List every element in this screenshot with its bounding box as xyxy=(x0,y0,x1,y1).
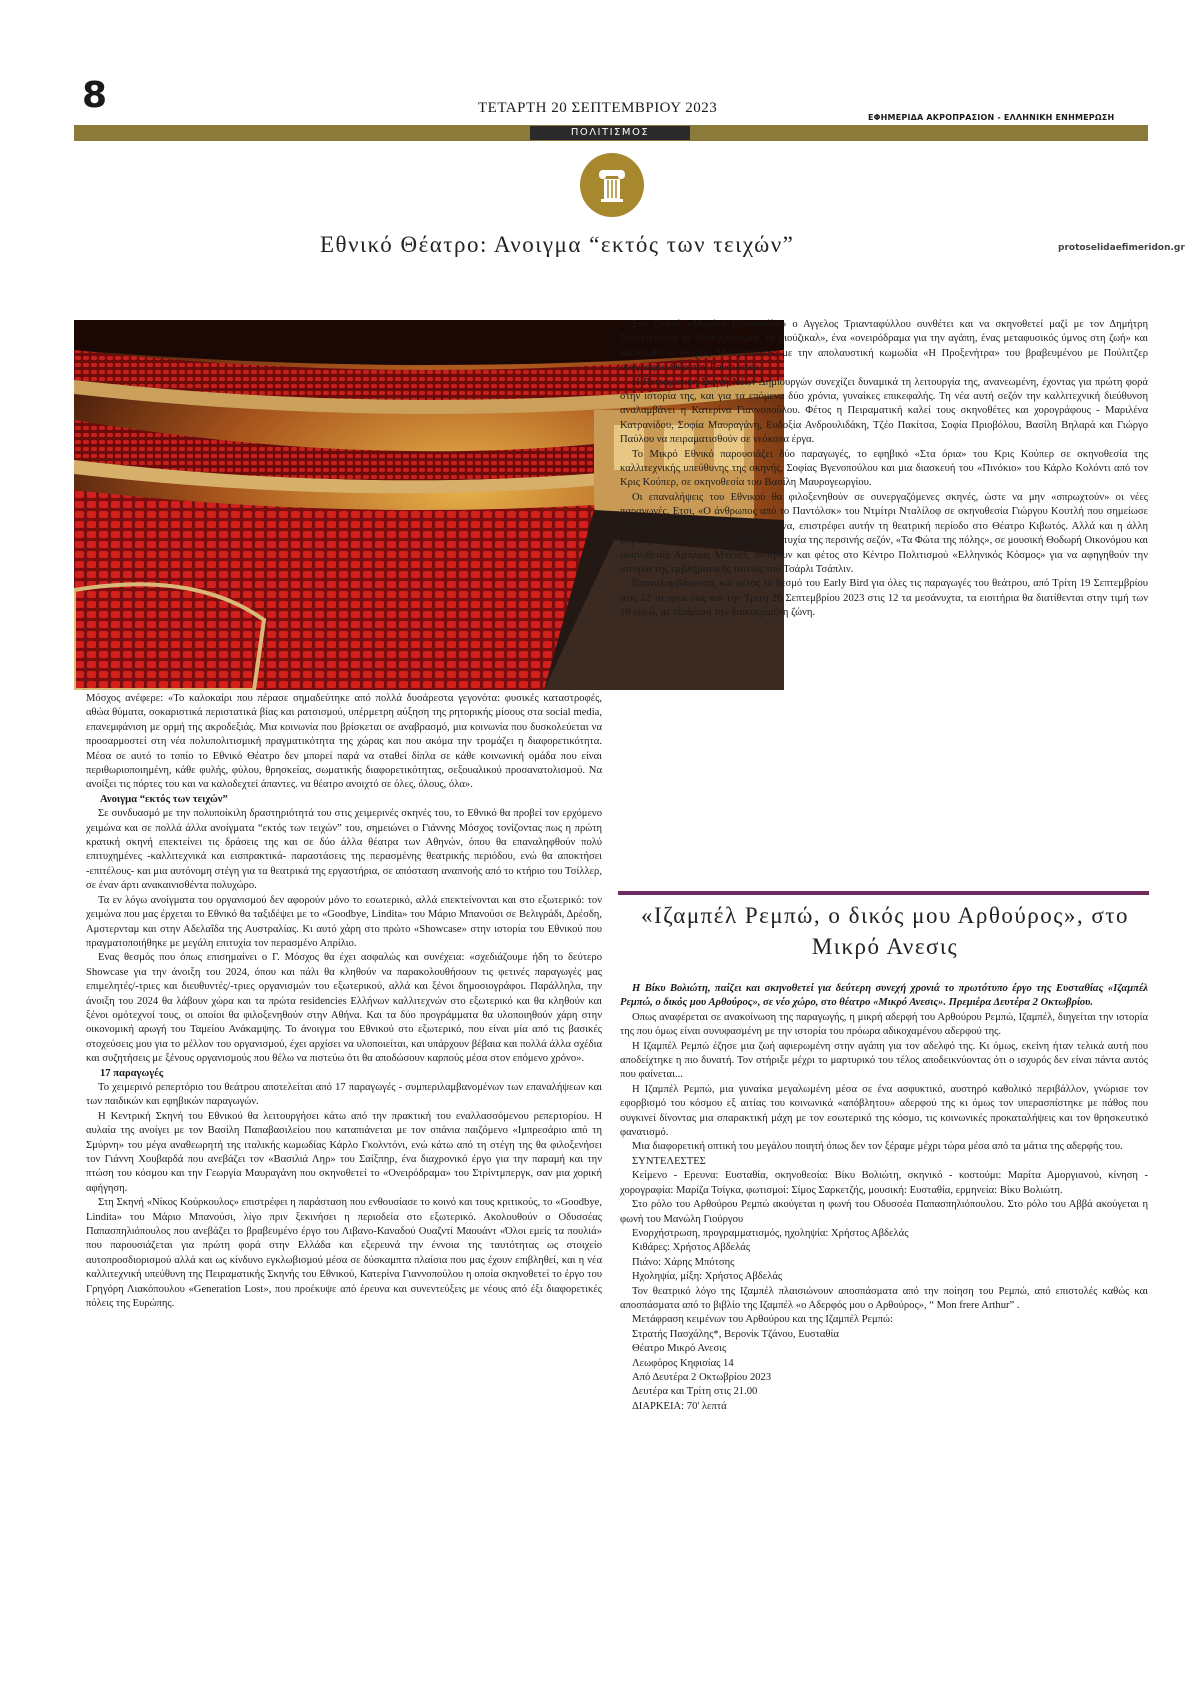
article-paragraph: Η Κεντρική Σκηνή του Εθνικού θα λειτουργήσει κάτω από την πρακτική του εναλλασσόμενου ρεπερτορίου. Η αυλαία της ανοίγει με τον Βασίλη Παπαβασιλείου που καταπιάνεται με τον σπάνια παιζόμενο «Ιμπρεσάριο από τη Σμύρνη» του μέγα αναθεωρητή της ιταλικής κωμωδίας Κάρλο Γκολντόνι, ενώ κάτω από τη στέγη της θα φιλοξενήσει τον Γιάννη Χουβαρδά που ανεβάζει τον «Βασιλιά Ληρ» του Σαίξπηρ, ένα διαχρονικό έργο για την παραμή και την πτώση του κόσμου και την Γεωργία Μαυραγάνη που σκηνοθετεί το «Ονειρόδραμα» του Στρίντμπεργκ, σαν μια χορική αφήγηση. xyxy=(86,1110,602,1194)
article-paragraph: Μόσχος ανέφερε: «Το καλοκαίρι που πέρασε σημαδεύτηκε από πολλά δυσάρεστα γεγονότα: φυσικές καταστροφές, αθώα θύματα, σοκαριστικά περιστατικά βίας και ρατσισμού, υπέρμετρη αύξηση της ρητορικής μίσους στα social media, επανεμφάνιση με ορμή της ακροδεξιάς. Μια κοινωνία που βρίσκεται σε αναβρασμό, μια κοινωνία που δυσκολεύεται να προσαρμοστεί στη νέα πολυπολιτισμική πραγματικότητα της χώρας και που ακόμα την τρομάζει η διαφορετικότητα. Μέσα σε αυτό το τοπίο το Εθνικό Θέατρο δεν μπορεί παρά να σταθεί δίπλα σε κάθε κοινωνική ομάδα που είναι περιθωριοποιημένη, κάθε φυλής, φύλου, θρησκείας, σωματικής διαφορετικότητας, σεξουαλικού προσανατολισμού. Να ανοίξει τις πόρτες του και να καλοδεχτεί άπαντες. να θέατρο ανοιχτό σε όλες, όλους, όλα». xyxy=(86,693,602,791)
info-line: Από Δευτέρα 2 Οκτωβρίου 2023 xyxy=(632,1371,772,1383)
article-paragraph: Τα εν λόγω ανοίγματα του οργανισμού δεν αφορούν μόνο το εσωτερικό, αλλά επεκτείνονται και στο εξωτερικό: τον χειμώνα που μας έρχεται το Εθνικό θα ταξιδέψει με το «Goodbye, Lindita» του Μάριο Μπανούσι σε Βελιγράδι, Δρέσδη, Αμστερνταμ και στην Αδελαΐδα της Αυστραλίας. Κι αυτό χάρη στο πρώτο «Showcase» στην ιστορία του Εθνικού που πραγματοποιήθηκε με μεγάλη επιτυχία τον περασμένο Απρίλιο. xyxy=(86,894,602,949)
credits-heading: ΣΥΝΤΕΛΕΣΤΕΣ xyxy=(632,1155,706,1167)
voices-text: Στο ρόλο του Αρθούρου Ρεμπώ ακούγεται η φωνή του Οδυσσέα Παπασπηλιόπουλου. Στο ρόλο του Αββά ακούγεται η φωνή του Μανώλη Γιούργου xyxy=(620,1199,1148,1225)
article-paragraph: Σε συνδυασμό με την πολυποίκιλη δραστηριότητά του στις χειμερινές σκηνές του, το Εθνικό θα προβεί τον ερχόμενο χειμώνα και σε πολλά άλλα ανοίγματα “εκτός των τειχών” του, σημειώνει ο Γιάννης Μόσχος τονίζοντας πως η πρώτη κρατική σκηνή επεκτείνει τις δράσεις της και σε δύο άλλα θέατρα των Αθηνών, όπου θα επαναληφθούν πολύ επιτυχημένες -καλλιτεχνικά και εισπρακτικά- παραστάσεις της περασμένης θεατρικής περιόδου, ενώ θα αποκτήσει -επιτέλους- και μια αυτόνομη στέγη για τα θεατρικά της εργαστήρια, σε απόσταση αναπνοής από το κτήριο του Τσίλλερ, σε έναν άρτι ανακαινισθέντα πολυχώρο. xyxy=(86,808,602,892)
texts-note: Τον θεατρικό λόγο της Ιζαμπέλ πλαισιώνουν αποσπάσματα από την ποίηση του Ρεμπώ, από επιστολές καθώς και αποσπάσματα από το βιβλίο της Ιζαμπέλ «ο Αδερφός μου ο Αρθούρος», “ Mon frere Arthur” . xyxy=(620,1285,1148,1311)
article-divider xyxy=(618,891,1149,895)
article-paragraph: Η Ιζαμπέλ Ρεμπώ έζησε μια ζωή αφιερωμένη στην αγάπη για τον αδελφό της. Κι όμως, εκείνη ήταν τελικά αυτή που αποδείχτηκε η πιο δυνατή. Τον στήριξε μέχρι το μαρτυρικό του τέλος αποδεικνύοντας ότι ο ισχυρός δεν είναι πάντα αυτός που φαίνεται... xyxy=(620,1040,1148,1081)
info-line: ΔΙΑΡΚΕΙΑ: 70' λεπτά xyxy=(632,1400,727,1412)
article-paragraph: Οπως αναφέρεται σε ανακοίνωση της παραγωγής, η μικρή αδερφή του Αρθούρου Ρεμπώ, Ιζαμπέλ, διηγείται την ιστορία της που όμως είναι συνυφασμένη με την ιστορία του πρόωρα αδικοχαμένου αδερφού της. xyxy=(620,1011,1148,1038)
credit-line: Πιάνο: Χάρης Μπότσης xyxy=(632,1256,735,1268)
credits-text: Κείμενο - Ερευνα: Ευσταθία, σκηνοθεσία: Βίκυ Βολιώτη, σκηνικό - κοστούμι: Μαρίτα Αμοργιανού, κίνηση - χορογραφία: Μαρίζα Τσίγκα, φωτισμοί: Σίμος Σαρκετζής, μουσική: Ευσταθία, ερμηνεία: Βίκυ Βολιώτη. xyxy=(620,1170,1148,1196)
credit-line: Ενορχήστρωση, προγραμματισμός, ηχοληψία: Χρήστος Αβδελάς xyxy=(632,1227,909,1239)
second-article-headline: «Ιζαμπέλ Ρεμπώ, ο δικός μου Αρθούρος», στο Μικρό Ανεσις xyxy=(640,903,1130,959)
article-subheading: 17 παραγωγές xyxy=(100,1067,164,1079)
credit-line: Ηχοληψία, μίξη: Χρήστος Αβδελάς xyxy=(632,1271,783,1283)
article-paragraph: Οι επαναλήψεις του Εθνικού θα φιλοξενηθούν σε συνεργαζόμενες σκηνές, ώστε να μην «σπρωχτούν» οι νέες παραγωγές. Ετσι, «Ο άνθρωπος από το Παντόλσκ» του Ντμίτρι Νταλίλοφ σε σκηνοθεσία Γιώργου Κουτλή που σημείωσε διαδοχικά sold out πέρυσι τον χειμώνα, επιστρέφει αυτήν τη θεατρική περίοδο στο Θέατρο Κιβωτός. Αλλά και η άλλη μεγάλη καλλιτεχνική και εμπορική επιτυχία της περσινής σεζόν, «Τα Φώτα της πόλης», σε μουσική Θοδωρή Οικονόμου και σκηνοθεσία Αμάλιας Μπένετ, ανοίγουν και φέτος στο Κέντρο Πολιτισμού «Ελληνικός Κόσμος» για να αφηγηθούν την ιστορία της εμβληματικής ταινίας του Τσάρλι Τσάπλιν. xyxy=(620,491,1148,575)
second-article-body xyxy=(620,982,1148,1414)
article-paragraph: Μια διαφορετική οπτική του μεγάλου ποιητή όπως δεν τον ξέραμε μέχρι τώρα μέσα από τα μάτια της αδερφής του. xyxy=(632,1141,1123,1153)
article-subheading: Ανοιγμα “εκτός των τειχών” xyxy=(100,793,228,805)
article-paragraph: Στη Σκηνή «Νίκος Κούρκουλος» επιστρέφει η παράσταση που ενθουσίασε το κοινό και τους κριτικούς, το «Goodbye, Lindita» του Μάριο Μπανούσι, λίγο πριν ξεκινήσει η περιοδεία στο εξωτερικό. Ακολουθούν ο Οδυσσέας Παπασπηλιόπουλος που ανεβάζει το βραβευμένο έργο του Λιβανο-Καναδού Ουαζντί Μαουάντ «Όλοι εμείς τα πουλιά» που παρουσιάζεται για πρώτη φορά στην Ελλάδα και εξερευνά την έννοια της ταυτότητας ως στοιχείο αυτοπροσδιορισμού αλλά και ως κίνδυνο εγκλωβισμού μέσα σε δύσκαμπτα πλαίσια που μας έχουν επιβληθεί, και η νέα καλλιτεχνική υπεύθυνη της Πειραματικής Σκηνής του Εθνικού, Κατερίνα Γιαννοπούλου η οποία σκηνοθετεί το έργο του Γρηγόρη Λιακόπουλου «Generation Lost», που προέκυψε από έρευνα και συνεντεύξεις με νέους από έξι διαφορετικές πόλεις της Ευρώπης. xyxy=(86,1197,602,1310)
credit-line: Κιθάρες: Χρήστος Αβδελάς xyxy=(632,1242,751,1254)
section-label: ΠΟΛΙΤΙΣΜΟΣ xyxy=(530,126,690,140)
article-headline: Εθνικό Θέατρο: Ανοιγμα “εκτός των τειχών” xyxy=(320,232,795,257)
ionic-column-icon xyxy=(580,153,644,217)
article-paragraph: Στη Σκηνή «Μαρίκα Κοτοπούλη» ο Αγγελος Τριανταφύλλου συνθέτει και να σκηνοθετεί μαζί με τον Δημήτρη Σταυρόπουλο το «Ευαγγελισμός, το μιούζικαλ», ένα «ονειρόδραμα για την αγάπη, ένας μεταφυσικός ύμνος στη ζωή» και ακολουθεί ο Θωμάς Μοσχόπουλος με την απολαυστική κωμωδία «Η Προξενήτρα» του βραβευμένου με Πούλιτζερ συγγραφέα Θόρντον Γουάιλντερ. xyxy=(620,319,1148,374)
article-paragraph: Το χειμερινό ρεπερτόριο του θεάτρου αποτελείται από 17 παραγωγές - συμπεριλαμβανομένων των επαναλήψεων και των παιδικών και εφηβικών παραγωγών. xyxy=(86,1081,602,1108)
info-line: Δευτέρα και Τρίτη στις 21.00 xyxy=(632,1386,758,1398)
article-paragraph: Η Πειραματική Σκηνή Νέων Δημιουργών συνεχίζει δυναμικά τη λειτουργία της, ανανεωμένη, έχοντας για πρώτη φορά στην ιστορία της, και για τα επόμενα δύο χρόνια, γυναίκες επικεφαλής. Τη νέα αυτή σεζόν την καλλιτεχνική διεύθυνση αναλαμβάνει η Κατερίνα Γιαννοπούλου. Φέτος η Πειραματική καλεί τους σκηνοθέτες και χορογράφους - Μαριλένα Κατρανίδου, Σοφία Μαυραγάνη, Ευδοξία Ανδρουλιδάκη, Τζέο Πακίτσα, Σοφία Πριοβόλου, Βασίλη Βηλαρά και Γιώργο Παύλου να πειραματισθούν σε νεόκοπα έργα. xyxy=(620,376,1148,446)
info-line: Θέατρο Μικρό Ανεσις xyxy=(632,1343,727,1355)
article-left-column xyxy=(86,692,602,1311)
article-paragraph: Το Μικρό Εθνικό παρουσιάζει δύο παραγωγές, το εφηβικό «Στα όρια» του Κρις Κούπερ σε σκηνοθεσία της καλλιτεχνικής υπεύθυνης της σκηνής, Σοφίας Βγενοπούλου και μια διασκευή του «Πινόκιο» του Κάρλο Κολόντι από τον Κρις Κούπερ, σε σκηνοθεσία του Βασίλη Μαυρογεωργίου. xyxy=(620,448,1148,489)
article-lead: Η Βίκυ Βολιώτη, παίζει και σκηνοθετεί για δεύτερη συνεχή χρονιά το πρωτότυπο έργο της Ευσταθίας «Ιζαμπέλ Ρεμπώ, ο δικός μου Αρθούρος», σε νέο χώρο, στο θέατρο «Μικρό Ανεσις». Πρεμιέρα Δευτέρα 2 Οκτωβρίου. xyxy=(620,983,1148,1009)
article-right-column xyxy=(620,318,1148,621)
article-paragraph: Επαναλαμβάνοντας και φέτος το θεσμό του Early Bird για όλες τις παραγωγές του θεάτρου, από Τρίτη 19 Σεπτεμβρίου στις 12 το πρωί έως και την Τρίτη 26 Σεπτεμβρίου 2023 στις 12 τα μεσάνυχτα, τα εισιτήρια θα διατίθενται στην τιμή των 10 ευρώ, με εξαίρεση την διακεκριμένη ζώνη. xyxy=(620,578,1148,619)
newspaper-masthead: ΕΦΗΜΕΡΙΔΑ ΑΚΡΟΠΡΑΣΙΟΝ - ΕΛΛΗΝΙΚΗ ΕΝΗΜΕΡΩΣΗ xyxy=(868,113,1115,122)
translation-heading: Μετάφραση κειμένων του Αρθούρου και της Ιζαμπέλ Ρεμπώ: xyxy=(632,1314,893,1326)
article-paragraph: Η Ιζαμπέλ Ρεμπώ, μια γυναίκα μεγαλωμένη μέσα σε ένα ασφυκτικό, αυστηρό καθολικό περιβάλλον, γνώρισε τον εφορβισμό του κόσμου εξ αιτίας του κοινωνικά «απόβλητου» αδερφού της κι όμως τον υπερασπίστηκε με πάθος που συγκινεί δίνοντας μια σπαρακτική μάχη με τον εσωτερικό της κόσμο, τις κοινωνικές προκαταλήψεις και τον θρησκευτικό φανατισμό. xyxy=(620,1083,1148,1139)
page-number: 8 xyxy=(82,75,108,116)
source-watermark: protoselidaefimeridon.gr xyxy=(1058,243,1185,253)
info-line: Λεωφόρος Κηφισίας 14 xyxy=(632,1357,734,1369)
info-line: Στρατής Πασχάλης*, Βερονίκ Τζάνου, Ευσταθία xyxy=(632,1328,839,1340)
article-paragraph: Ενας θεσμός που όπως επισημαίνει ο Γ. Μόσχος θα έχει ασφαλώς και συνέχεια: «σχεδιάζουμε ήδη το δεύτερο Showcase για την άνοιξη του 2024, όπου και πάλι θα κληθούν να παρακολουθήσουν τις φετινές παραγωγές μας επιμελητές/-τριες και διευθυντές/-τριες οργανισμών του εξωτερικού, αλλά και ξένοι δημοσιογράφοι. Παράλληλα, την άνοιξη του 2024 θα λάβουν χώρα και τα πρώτα residencies Ελλήνων καλλιτεχνών στο εξωτερικό και θα κληθούν και ξένοι ομότεχνοί τους, οι οποίοι θα φιλοξενηθούν στην Αθήνα. Και τα δύο προγράμματα θα υλοποιηθούν χάρη στην οικονομική αρωγή του Ταμείου Ανάκαμψης. Το άνοιγμα του Εθνικού στο εξωτερικό, που είναι μία από τις βασικές στοχεύσεις μου για το μέλλον του οργανισμού, έχει αρχίσει να υλοποιείται, και υπάρχουν βέβαια και πολλά άλλα σχέδια και συζητήσεις με ξένους οργανισμούς που θέλω να πιστεύω ότι θα αποδώσουν καρπούς μέσα στον επόμενο χρόνο». xyxy=(86,952,602,1065)
issue-date: ΤΕΤΑΡΤΗ 20 ΣΕΠΤΕΜΒΡΙΟΥ 2023 xyxy=(478,100,718,116)
